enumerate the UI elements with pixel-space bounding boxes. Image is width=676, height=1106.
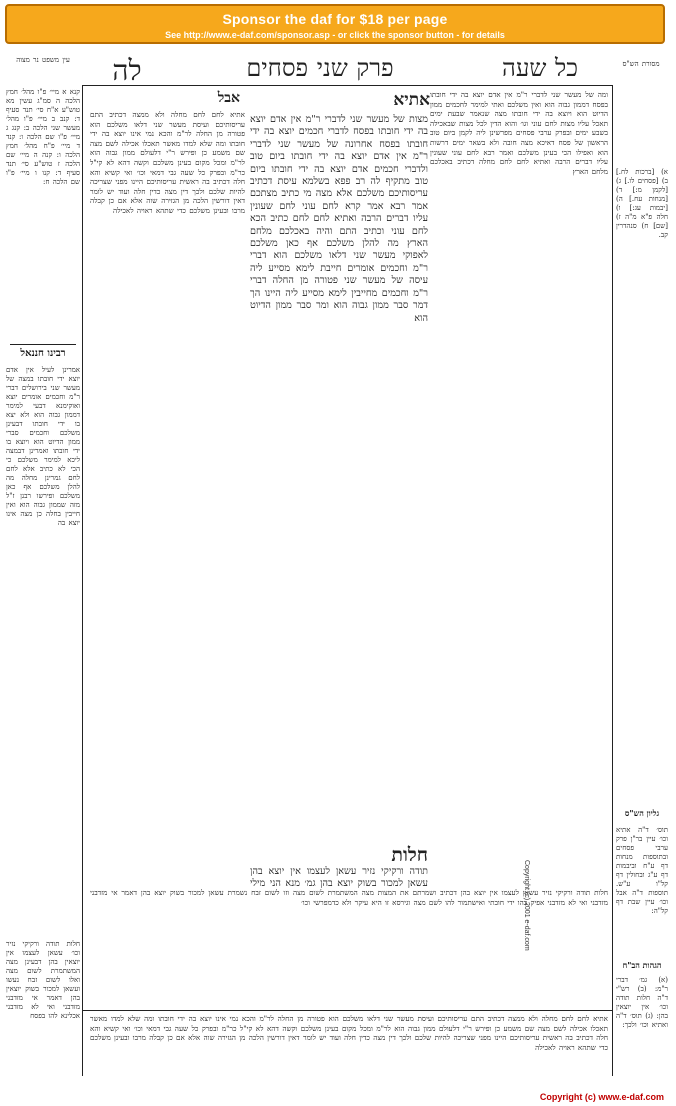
mishnah-text: תודה ורקיקי נזיר עשאן לעצמו אין יוצא בהן עשאן למכור בשוק יוצא בהן גמ׳ מנא הני מילי [250, 866, 428, 888]
talmud-page [0, 48, 676, 1088]
header-rule [82, 85, 613, 86]
gilyon-hashas-title: גליון הש"ס [624, 808, 660, 818]
masoret-hashas-column: א) [ברכות לח.] ב) [פסחים לו.] ג) [לקמן מ:] ד) [מנחות עח.] ה) [יבמות עג:] ו) חלה פ"א מ"ה ז) [שם] ח) סנהדרין קב. [616, 168, 668, 239]
gemara-text: מצות של מעשר שני לדברי ר"מ אין אדם יוצא בה ידי חובתו בפסח לדברי חכמים יוצא בה ידי חובתו בפסח אחרונה של מעשר שני לדברי ר"מ אין אדם יוצא בה ידי חובתו ביום טוב ולדברי חכמים אדם יוצא בה ידי חובתו ביום טוב מתקיף לה רב פפא בשלמא עיסת דכתיב עריסותיכם משלכם אלא מצה מי כתיב מצתכם אמר רבא אמר קרא לחם עוני לחם שעונין עליו דברים הרבה ואתיא לחם לחם כתיב הכא לחם עוני וכתיב התם והיה באכלכם מלחם הארץ מה להלן משלכם אף כאן משלכם לאפוקי מעשר שני דלאו משלכם הוא דברי ר"מ וחכמים אומרים חייבת לימא מסייע ליה עיסה של מעשר שני פטורה מן החלה דברי ר"מ וחכמים מחייבין לימא מסייע ליה היינו הך דמר סבר ממון גבוה הוא ומר סבר ממון הדיוט הוא [250, 114, 428, 324]
ein-mishpat-header-label: עין משפט נר מצוה [16, 56, 70, 64]
sponsor-banner[interactable] [5, 4, 665, 44]
tosafot-column: אתיא לחם לחם מחלה ולא ממצה דכתיב התם עריסותיכם ועיסת מעשר שני דלאו משלכם הוא פטורה מן החלה לר"מ והכא נמי אינו יוצא בה ידי חובתו ומה שלא למדו מאשר תאכלו אכילה לשם מצה שם משמע כן ופירש ר"י דלעולם ממון גבוה הוא לר"מ ומכל מקום בעינן משלכם וקשה דהא לא קי"ל כר"מ ובפרק כל שעה גבי דמאי וכו׳ ואי קשיא והא חלה דכתיב בה ראשית עריסותיכם היינו מפני שצריכה להיות שלכם ולכך דין מצה כדין חלה ועוד יש לומר דאין דורשין הלכה מן הגזירה שוה אלא אם כן קבלה מרבו ובעינן משלכם כדי שתהא ראויה לאכילה [90, 110, 245, 215]
rashi-lower-block: חלות תודה ורקיקי נזיר עשאן לעצמו אין יוצא בהן דכתיב ושמרתם את המצות מצה המשתמרת לשום מצה וזו לשום זבח נשמרת עשאן למכור בשוק יוצא בהן דאמר אי מזדבני מזדבני ואי לא מזדבני אפיק בהו ידי חובתי ואישתמור להו לשם מצה וגירסא זו היא עיקר ולא כדמפרשי וכו׳ [90, 888, 608, 907]
gilyon-hashas-body: תוס׳ ד"ה אתיא וכו׳ עיין בר"ן פרק ערבי פסחים ובתוספות מנחות דף ע"ח וביבמות דף ע"ג ובחולין דף קל"ו ע"ש. תוספות ד"ה אבל וכו׳ עיין שבת דף קל"ה: [616, 826, 668, 915]
mishnah-opening-word: חלות [391, 844, 428, 866]
copyright-footer[interactable]: Copyright (c) www.e-daf.com [539, 1092, 664, 1102]
rabbeinu-chananel-title: רבינו חננאל [20, 348, 66, 359]
rabbeinu-chananel-body-2: חלות תודה ורקיקי נזיר וכו׳ עשאן לעצמו אין יוצאין בהן דבעינן מצה המשתמרת לשום מצה ואלו לשום זבח נעשו ועשאן למכור בשוק יוצאין בהן דאמר אי מזדבני מזדבני ואי לא מזדבני אכלינא להו בפסח [6, 940, 80, 1020]
rabbeinu-chananel-body: אמרינן לעיל אין אדם יוצא ידי חובתו במצה של מעשר שני בירושלים דברי ר"מ וחכמים אומרים יוצא ואוקימנא דבעי למימר דממון גבוה הוא ולא יצא בו ידי חובתו דבעינן משלכם וחכמים סברי ממון הדיוט הוא ויוצא בו ידי חובתו ואמרינן דבמצה ליכא למימר משלכם כי הכי לא כתיב אלא לחם לחם גמרינן מחלה מה להלן משלכם אף כאן משלכם ופירשו רבנן ז"ל מזה שממון גבוה הוא ואין חייבין בחלה כן מצה אינו יוצא בה [6, 366, 80, 527]
hagahot-title: הגהות הב"ח [622, 960, 662, 970]
tosafot-opening-word: אבל [217, 90, 240, 106]
left-margin-divider [82, 86, 83, 1076]
hagahot-body: (א) גמ׳ דברי ר"מ: (ב) רש"י ד"ה חלות תודה וכו׳ אין יוצאין בהן: (ג) תוס׳ ד"ה ואתיא וכו׳ ולכך: [616, 976, 668, 1029]
bottom-notes: אתיא לחם לחם מחלה ולא ממצה דכתיב התם עריסותיכם ועיסת מעשר שני דלאו משלכם הוא פטורה מן החלה לר"מ והכא נמי אינו יוצא בה ידי חובתו ומה שלא למדו מאשר תאכלו אכילה לשם מצה שם משמע כן ופירש ר"י דלעולם ממון גבוה הוא לר"מ ומכל מקום בעינן משלכם וקשה דהא לא קי"ל כר"מ ובפרק כל שעה גבי דמאי וכו׳ ואי קשיא והא חלה דכתיב בה ראשית עריסותיכם היינו מפני שצריכה להיות שלכם ולכך דין מצה כדין חלה ועוד יש לומר דאין דורשין הלכה מן הגזירה שוה אלא אם כן קבלה מרבו ובעינן משלכם כדי שתהא ראויה לאכילה [90, 1014, 608, 1052]
rashi-column: ומה של מעשר שני לדברי ר"מ אין אדם יוצא בה ידי חובתו בפסח דממון גבוה הוא ואין משלכם ואתי למימר לחכמים ממון הדיוט הוא ויוצא בה ידי חובתו מצה שנאמר שבעת ימים תאכל עליו מצות לחם עוני וגו׳ והוא הדין לכל מצות שבאכילה בשבע ימים ובפרק ערבי פסחים מפרשינן ליה לקמן ביום טוב הראשון של פסח דאיכא מצה חובה ולא בשאר ימים דרשות הוא ואפילו הכי בעינן משלכם ואמר רבא לחם עוני שעונין עליו דברים הרבה ואתיא לחם לחם מחלה דכתיב באכלכם מלחם הארץ [430, 90, 608, 176]
sponsor-banner-subtitle[interactable]: See http://www.e-daf.com/sponsor.asp - or click the sponsor button - for details [165, 30, 505, 40]
daf-number: לה [112, 54, 142, 84]
page-header-title: פרק שני פסחים [246, 54, 394, 82]
gemara-opening-word: אתיא [393, 90, 430, 110]
chapter-name: כל שעה [502, 54, 578, 82]
rabbeinu-chananel-rule [10, 344, 76, 345]
sponsor-banner-title[interactable]: Sponsor the daf for $18 per page [222, 11, 448, 27]
ein-mishpat-column: קנא א מיי׳ פ"ו מהל׳ חמץ הלכה ה סמ"ג עשין מא טוש"ע א"ח סי׳ תנד סעיף ד: קנב ב מיי׳ פ"ו מהל׳ מעשר שני הלכה ב: קנג ג מיי׳ פ"ו שם הלכה ו: קנד ד מיי׳ פ"ח מהל׳ חמץ הלכה ו: קנה ה מיי׳ שם הלכה ז טוש"ע סי׳ תנד סעיף ד: קנו ו מיי׳ פ"ו שם הלכה ח: [6, 88, 80, 186]
bottom-rule [82, 1010, 613, 1011]
vertical-copyright: Copyright (c) 2001 e-daf.com [523, 860, 530, 951]
right-margin-divider [612, 86, 613, 1076]
masoret-header-label: מסורת הש"ס [622, 60, 660, 68]
